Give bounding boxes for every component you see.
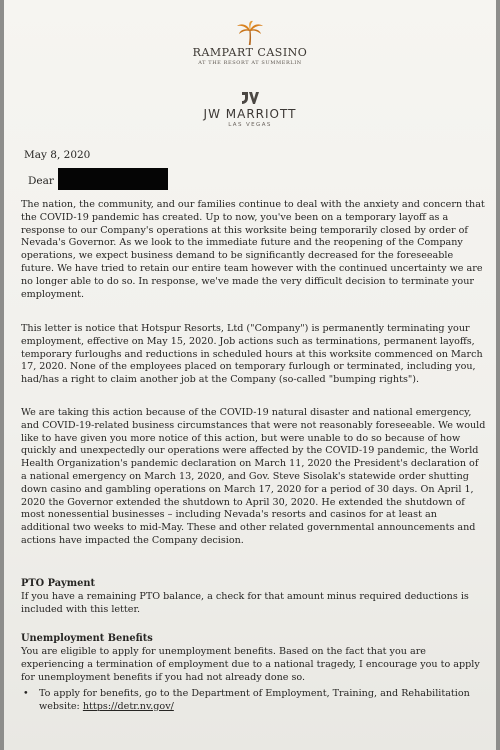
bullet-text: To apply for benefits, go to the Department of Employment, Training, and Rehabilitation website: <box>39 688 470 712</box>
unemployment-paragraph: You are eligible to apply for unemployment benefits. Based on the fact that you are experiencing a termination of employment due to a national tragedy, I encourage you to apply for unemployment benefits if you had not already done so. <box>21 646 480 683</box>
letter-date: May 8, 2020 <box>24 149 91 161</box>
unemployment-heading: Unemployment Benefits <box>21 633 153 644</box>
pto-paragraph: If you have a remaining PTO balance, a check for that amount minus required deductions is included with this letter. <box>21 591 469 615</box>
paragraph-intro: The nation, the community, and our families continue to deal with the anxiety and concern that the COVID-19 pandemic has created. Up to now, you've been on a temporary layoff as a response to our Company's operations at this worksite being temporarily closed by order of Nevada's Governor. As we look to the immediate future and the reopening of the Company operations, we expect business demand to be significantly decreased for the foreseeable future. We have tried to retain our entire team however with the continued uncertainty we are no longer able to do so. In response, we've made the very difficult decision to terminate your employment. <box>21 199 485 300</box>
rampart-casino-logo <box>4 20 496 66</box>
jw-marriott-city: LAS VEGAS <box>228 122 272 128</box>
paragraph-notice: This letter is notice that Hotspur Resorts, Ltd ("Company") is permanently terminating your employment, effective on May 15, 2020. Job actions such as terminations, permanent layoffs, temporary furloughs and reductions in scheduled hours at this worksite commenced on March 17, 2020. None of the employees placed on temporary furlough or terminated, including you, had/has a right to claim another job at the Company (so-called "bumping rights"). <box>21 323 483 386</box>
palm-tree-icon <box>235 20 265 46</box>
rampart-casino-tagline: AT THE RESORT AT SUMMERLIN <box>198 60 302 66</box>
jw-marriott-mark-icon <box>239 88 261 106</box>
paragraph-reason: We are taking this action because of the COVID-19 natural disaster and national emergency, and COVID-19-related business circumstances that were not reasonably foreseeable. We would like to have given you more notice of this action, but were unable to do so because of how quickly and unexpectedly our operations were affected by the COVID-19 pandemic, the World Health Organization's pandemic declaration on March 11, 2020 the President's declaration of a national emergency on March 13, 2020, and Gov. Steve Sisolak's statewide order shutting down casino and gambling operations on March 17, 2020 for a period of 30 days. On April 1, 2020 the Governor extended the shutdown to April 30, 2020. He extended the shutdown of most nonessential businesses – including Nevada's resorts and casinos for at least an additional two weeks to mid-May. These and other related governmental announcements and actions have impacted the Company decision. <box>21 407 486 546</box>
letter-page <box>4 0 496 750</box>
salutation-row <box>28 172 168 190</box>
jw-marriott-logo <box>4 88 496 128</box>
bullet-url[interactable]: https://detr.nv.gov/ <box>82 700 174 712</box>
bullet-text-container <box>39 688 485 714</box>
redacted-name-block <box>58 168 168 190</box>
bullet-item <box>23 688 485 714</box>
salutation: Dear <box>28 175 54 187</box>
bullet-marker: • <box>23 688 29 699</box>
rampart-casino-name: RAMPART CASINO <box>192 46 308 59</box>
pto-heading: PTO Payment <box>21 578 95 589</box>
jw-marriott-name: JW MARRIOTT <box>203 107 297 121</box>
